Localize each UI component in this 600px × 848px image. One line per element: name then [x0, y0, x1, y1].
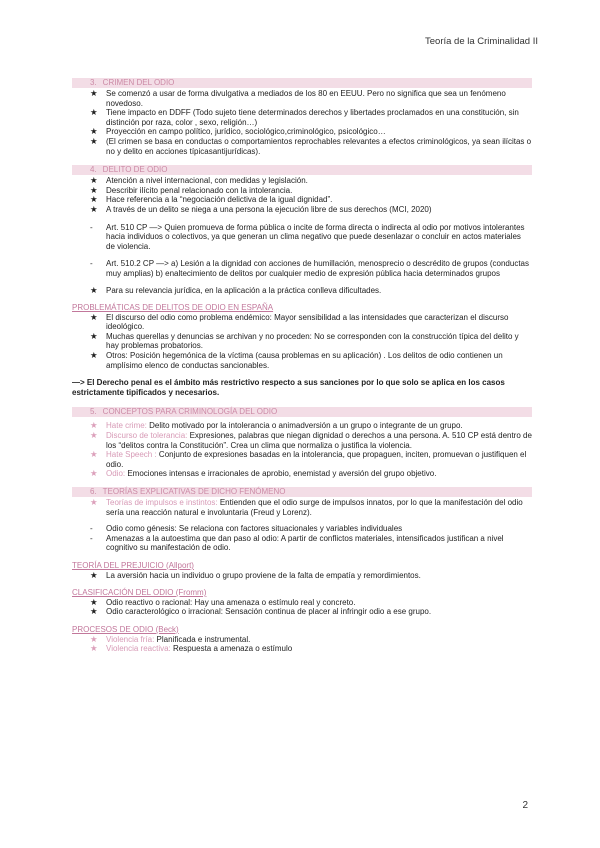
star-bullet-icon: ★ — [90, 606, 98, 617]
header-title: Teoría de la Criminalidad II — [425, 36, 538, 47]
star-bullet-icon: ★ — [90, 330, 98, 341]
section-heading-problematicas: PROBLEMÁTICAS DE DELITOS DE ODIO EN ESPAÑA — [72, 303, 274, 313]
star-bullet-icon: ★ — [90, 643, 98, 654]
star-bullet-icon: ★ — [90, 135, 98, 146]
delito-list — [72, 176, 532, 214]
list-item: ★ Odio caracterológico o irracional: Sensación continua de placer al infringir odio a ese grupo. — [90, 606, 432, 617]
star-bullet-icon: ★ — [90, 194, 98, 205]
list-item: - Odio como génesis: Se relaciona con factores situacionales y variables individuales — [90, 524, 403, 534]
section-heading-prejuicio: TEORÍA DEL PREJUICIO (Allport) — [72, 560, 194, 570]
list-item: ★ Discurso de tolerancia: Expresiones, palabras que niegan dignidad o derechos a una persona. A. 510 CP está dentro de los “delitos contra la Constitución”. Crea un clima que normaliza o justifica la violencia. — [90, 430, 532, 450]
star-bullet-icon: ★ — [90, 175, 98, 186]
section-heading-procesos: PROCESOS DE ODIO (Beck) — [72, 624, 179, 634]
star-bullet-icon: ★ — [90, 430, 98, 441]
list-item: ★ Hate crime: Delito motivado por la intolerancia o animadversión a un grupo o integrante de un grupo. — [90, 420, 463, 431]
article-list — [72, 223, 532, 279]
list-item: ★ Atención a nivel internacional, con medidas y legislación. — [90, 175, 308, 186]
star-bullet-icon: ★ — [90, 449, 98, 460]
list-item: - Art. 510.2 CP —> a) Lesión a la dignidad con acciones de humillación, menosprecio o descrédito de grupos (conductas muy amplias) b) enaltecimiento de delitos por cualquier medio de expresión pública hacia determinados grupos — [90, 259, 529, 278]
star-bullet-icon: ★ — [90, 468, 98, 479]
list-item: ★ Proyección en campo político, jurídico, sociológico,criminológico, psicológico… — [90, 126, 386, 137]
list-item: ★ Teorías de impulsos e instintos: Entienden que el odio surge de impulsos innatos, por lo que la manifestación del odio sería una reacción natural e involuntaria (Freud y Lorenz). — [90, 497, 523, 517]
list-item: ★ Odio reactivo o racional: Hay una amenaza o estímulo real y concreto. — [90, 596, 356, 607]
star-bullet-icon: ★ — [90, 107, 98, 118]
star-bullet-icon: ★ — [90, 311, 98, 322]
list-item: ★ Describir ilícito penal relacionado con la intolerancia. — [90, 184, 293, 195]
star-bullet-icon: ★ — [90, 569, 98, 580]
star-bullet-icon: ★ — [90, 184, 98, 195]
star-bullet-icon: ★ — [90, 284, 98, 295]
crimen-list — [72, 89, 532, 156]
list-item: ★ (El crimen se basa en conductas o comportamientos reprochables relevantes a efectos criminológicos, ya sean ilícitas o no y delito en acciones típicasantijurídicas). — [90, 135, 532, 156]
page-content — [72, 72, 532, 654]
procesos-list — [72, 635, 532, 654]
star-bullet-icon: ★ — [90, 203, 98, 214]
list-item: ★ El discurso del odio como problema endémico: Mayor sensibilidad a las intensidades que caracterizan el discurso ideológico. — [90, 311, 509, 332]
section-heading-crimen: 3. CRIMEN DEL ODIO — [72, 78, 532, 88]
star-bullet-icon: ★ — [90, 633, 98, 644]
section-heading-teorias: 6. TEORÍAS EXPLICATIVAS DE DICHO FENÓMENO — [72, 487, 532, 497]
star-bullet-icon: ★ — [90, 126, 98, 137]
section-heading-clasificacion: CLASIFICACIÓN DEL ODIO (Fromm) — [72, 588, 207, 598]
delito-last-list — [72, 286, 532, 296]
list-item: ★ Para su relevancia jurídica, en la aplicación a la práctica conlleva dificultades. — [90, 284, 382, 295]
list-item: ★ La aversión hacia un individuo o grupo proviene de la falta de empatía y remordimientos. — [90, 569, 421, 580]
teorias-dash-list — [72, 524, 532, 553]
list-item: - Art. 510 CP —> Quien promueva de forma pública o incite de forma directa o indirecta al odio por motivos intolerantes hacia individuos o colectivos, ya que generan un clima negativo que puede desenlazar o concluir en actos materiales de violencia. — [90, 222, 525, 251]
star-bullet-icon: ★ — [90, 88, 98, 98]
section-heading-conceptos: 5. CONCEPTOS PARA CRIMINOLOGÍA DEL ODIO — [72, 407, 532, 417]
list-item: ★ A través de un delito se niega a una persona la ejecución libre de sus derechos (MCI, 2020) — [90, 203, 432, 214]
star-bullet-icon: ★ — [90, 596, 98, 607]
problematicas-list — [72, 313, 532, 371]
list-item: ★ Violencia reactiva: Respuesta a amenaza o estímulo — [90, 643, 293, 654]
list-item: ★ Hace referencia a la “negociación delictiva de la igual dignidad”. — [90, 194, 333, 205]
list-item: ★ Muchas querellas y denuncias se archivan y no proceden: No se corresponden con la construcción típica del delito y hay problemas probatorios. — [90, 330, 519, 351]
conclusion-paragraph: —> El Derecho penal es el ámbito más restrictivo respecto a sus sanciones por lo que solo se aplica en los casos estrictamente tipificados y necesarios. — [72, 378, 505, 397]
section-heading-delito: 4. DELITO DE ODIO — [72, 165, 532, 175]
conceptos-list — [72, 421, 532, 479]
list-item: ★ Tiene impacto en DDFF (Todo sujeto tiene determinados derechos y libertades proclamados en una constitución, sin distinción por raza, color , sexo, religión…) — [90, 107, 519, 127]
clasificacion-list — [72, 598, 532, 617]
list-item: ★ Violencia fría: Planificada e instrumental. — [90, 633, 251, 644]
star-bullet-icon: ★ — [90, 420, 98, 431]
list-item: - Amenazas a la autoestima que dan paso al odio: A partir de conflictos materiales, intensificados justifican a nivel cognitivo su manifestación de odio. — [90, 533, 504, 553]
star-bullet-icon: ★ — [90, 350, 98, 361]
list-item: ★ Otros: Posición hegemónica de la víctima (causa problemas en su aplicación) . Los delitos de odio contienen un amplísimo elenco de conductas sancionables. — [90, 350, 503, 370]
teorias-list — [72, 498, 532, 517]
list-item: ★ Odio: Emociones intensas e irracionales de aprobio, enemistad y aversión del grupo objetivo. — [90, 468, 437, 479]
star-bullet-icon: ★ — [90, 497, 98, 507]
page-number: 2 — [522, 800, 528, 811]
prejuicio-list — [72, 571, 532, 581]
list-item: ★ Se comenzó a usar de forma divulgativa a mediados de los 80 en EEUU. Pero no significa que sea un fenómeno novedoso. — [90, 88, 506, 108]
list-item: ★ Hate Speech : Conjunto de expresiones basadas en la intolerancia, que propaguen, inciten, promuevan o justifiquen el odio. — [90, 449, 527, 469]
